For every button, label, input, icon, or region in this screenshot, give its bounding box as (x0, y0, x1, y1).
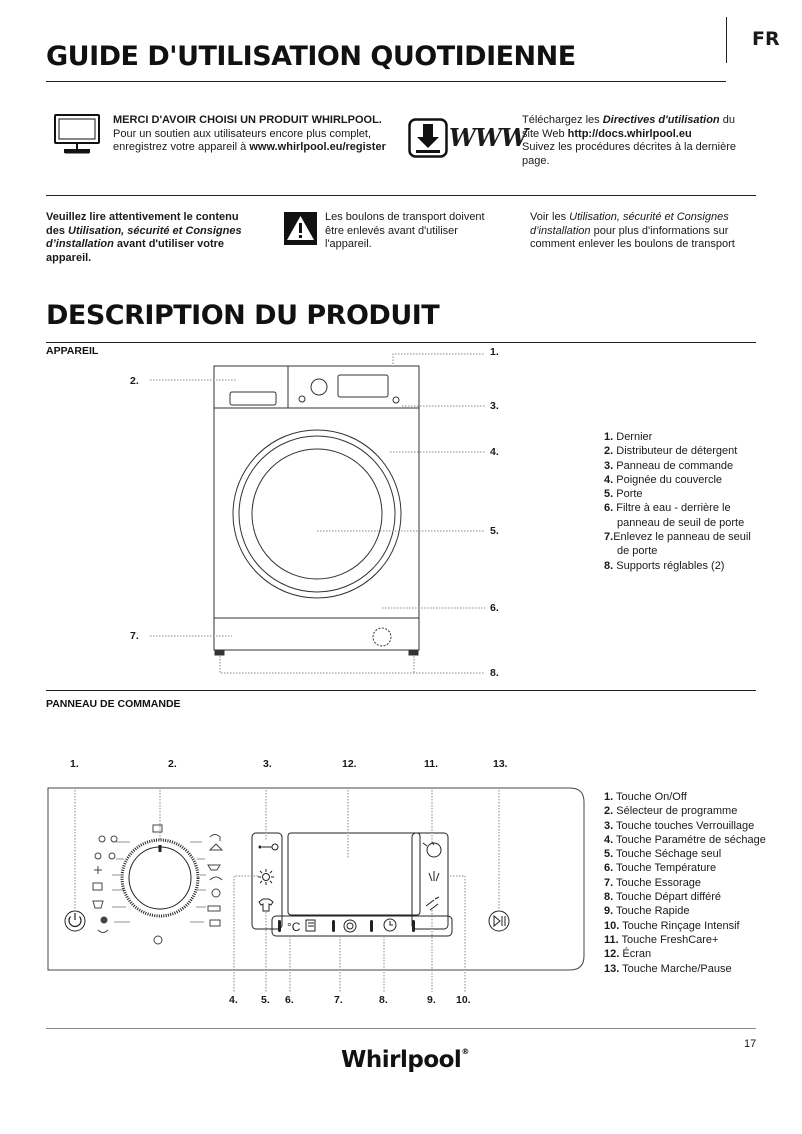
download-text-4: page. (522, 154, 550, 167)
brand-registered: ® (461, 1047, 469, 1056)
power-icon (65, 911, 85, 931)
panel-label: PANNEAU DE COMMANDE (46, 698, 181, 710)
part-item: 4. Poignée du couvercle (604, 473, 723, 486)
control-item: 8. Touche Départ différé (604, 891, 722, 904)
download-block (522, 114, 782, 168)
read-line-4: appareil. (46, 251, 92, 264)
appliance-callout-6: 6. (490, 602, 499, 614)
control-item: 13. Touche Marche/Pause (604, 962, 732, 975)
appliance-parts-list (604, 430, 794, 573)
see-line-3: comment enlever les boulons de transport (530, 238, 735, 250)
warning-icon (284, 212, 317, 250)
read-line-1: Veuillez lire attentivement le contenu (46, 211, 239, 223)
panel-callout-11: 11. (424, 758, 439, 770)
control-panel-illustration (40, 770, 600, 1000)
part-item: 8. Supports réglables (2) (604, 559, 725, 572)
freshcare-icon (423, 842, 441, 857)
panel-callout-2: 2. (168, 758, 177, 770)
filter-cap (373, 628, 391, 646)
thanks-line-2: Pour un soutien aux utilisateurs encore plus complet, (113, 127, 372, 140)
panel-callout-3: 3. (263, 758, 272, 770)
page-number: 17 (744, 1038, 757, 1050)
part-item-cont: de porte (617, 545, 658, 558)
play-pause-icon (489, 911, 509, 931)
page-title: GUIDE D'UTILISATION QUOTIDIENNE (46, 41, 576, 72)
read-block (46, 211, 276, 265)
panel-callout-8: 8. (379, 994, 388, 1006)
read-line-2a: des (46, 224, 69, 237)
panel-callout-9: 9. (427, 994, 436, 1006)
control-item: 5. Touche Séchage seul (604, 848, 722, 861)
clock-icon (384, 919, 396, 931)
panel-callout-5: 5. (261, 994, 270, 1006)
panel-controls-list (604, 790, 794, 976)
panel-rule (46, 690, 756, 691)
warning-line-3: l'appareil. (325, 238, 372, 250)
read-line-3b: avant d'utiliser votre (113, 238, 225, 250)
snowflake-icon (429, 871, 439, 881)
thanks-block (113, 114, 413, 155)
title-rule (46, 81, 726, 82)
panel-callout-12: 12. (342, 758, 357, 770)
language-tag: FR (752, 28, 780, 50)
see-line-2a: d’installation (530, 224, 591, 237)
foot-left (215, 650, 224, 655)
spray-icon (426, 897, 439, 910)
detergent-drawer (230, 392, 276, 405)
header-vertical-rule (726, 17, 727, 63)
panel-callout-6: 6. (285, 994, 294, 1006)
warning-line-2: être enlevés avant d'utiliser (325, 224, 458, 237)
key-icon (259, 844, 279, 850)
appliance-label: APPAREIL (46, 345, 99, 357)
part-item: 5. Porte (604, 488, 643, 501)
part-item: 7.Enlevez le panneau de seuil (604, 531, 751, 544)
see-line-2b: pour plus d'informations sur (590, 224, 729, 237)
shirt-icon (259, 899, 273, 911)
spin-icon (344, 920, 356, 932)
part-item: 1. Dernier (604, 431, 653, 443)
download-text-3: Suivez les procédures décrites à la dernière (522, 141, 737, 153)
download-text-1a: Téléchargez les (522, 114, 603, 126)
part-item: 6. Filtre à eau - derrière le (604, 502, 731, 515)
control-item: 3. Touche touches Verrouillage (604, 819, 755, 832)
machine-body (214, 366, 419, 650)
see-line-1a: Voir les (530, 211, 570, 223)
appliance-callout-1: 1. (490, 346, 499, 358)
part-item: 3. Panneau de commande (604, 459, 734, 472)
door-outer (233, 430, 401, 598)
panel-callout-13: 13. (493, 758, 508, 770)
see-line-1b: Utilisation, sécurité et Consignes (569, 211, 729, 223)
panel-callout-4: 4. (229, 994, 238, 1006)
register-link[interactable]: www.whirlpool.eu/register (249, 141, 386, 153)
download-text-1c: du (719, 114, 735, 126)
part-item-cont: panneau de seuil de porte (617, 516, 745, 529)
panel-knob (311, 379, 327, 395)
appliance-callout-2: 2. (130, 375, 139, 387)
control-item: 10. Touche Rinçage Intensif (604, 919, 740, 932)
read-line-2b: Utilisation, sécurité et Consignes (68, 224, 242, 237)
see-block (530, 211, 770, 252)
section-rule-1 (46, 195, 756, 196)
download-icon (408, 118, 448, 163)
description-title: DESCRIPTION DU PRODUIT (46, 300, 440, 331)
read-line-3a: d’installation (46, 238, 114, 250)
panel-display (338, 375, 388, 397)
control-item: 7. Touche Essorage (604, 876, 702, 889)
display-screen (288, 833, 420, 915)
monitor-icon (52, 113, 102, 164)
control-item: 12. Écran (604, 948, 652, 961)
www-label: WWW (449, 123, 527, 152)
warning-block (325, 211, 515, 252)
temperature-symbol: °C (287, 920, 301, 934)
washing-machine-illustration (120, 340, 520, 685)
brand-logo (341, 1047, 469, 1073)
part-item: 2. Distributeur de détergent (604, 445, 738, 458)
footer-rule (46, 1028, 756, 1029)
download-text-2a: site Web (522, 127, 568, 140)
control-item: 9. Touche Rapide (604, 905, 690, 918)
docs-link[interactable]: http://docs.whirlpool.eu (567, 127, 692, 140)
thanks-heading: MERCI D'AVOIR CHOISI UN PRODUIT WHIRLPOOL. (113, 114, 382, 126)
appliance-callout-7: 7. (130, 630, 139, 642)
download-text-1b: Directives d'utilisation (602, 114, 720, 126)
control-item: 1. Touche On/Off (604, 791, 687, 803)
panel-callout-7: 7. (334, 994, 343, 1006)
door-glass (252, 449, 382, 579)
sun-icon (258, 869, 274, 885)
control-item: 2. Sélecteur de programme (604, 805, 738, 818)
appliance-callout-3: 3. (490, 400, 499, 412)
thanks-line-3: enregistrez votre appareil à (113, 141, 250, 153)
appliance-callout-5: 5. (490, 525, 499, 537)
control-item: 11. Touche FreshCare+ (604, 933, 719, 946)
appliance-callout-8: 8. (490, 667, 499, 679)
control-item: 4. Touche Paramétre de séchage (604, 833, 766, 846)
control-item: 6. Touche Température (604, 862, 717, 875)
panel-callout-10: 10. (456, 994, 471, 1006)
program-dial (122, 790, 198, 916)
foot-right (409, 650, 418, 655)
appliance-callout-4: 4. (490, 446, 499, 458)
panel-callout-1: 1. (70, 758, 79, 770)
warning-line-1: Les boulons de transport doivent (325, 211, 485, 223)
brand-name: Whirlpool (341, 1047, 462, 1073)
